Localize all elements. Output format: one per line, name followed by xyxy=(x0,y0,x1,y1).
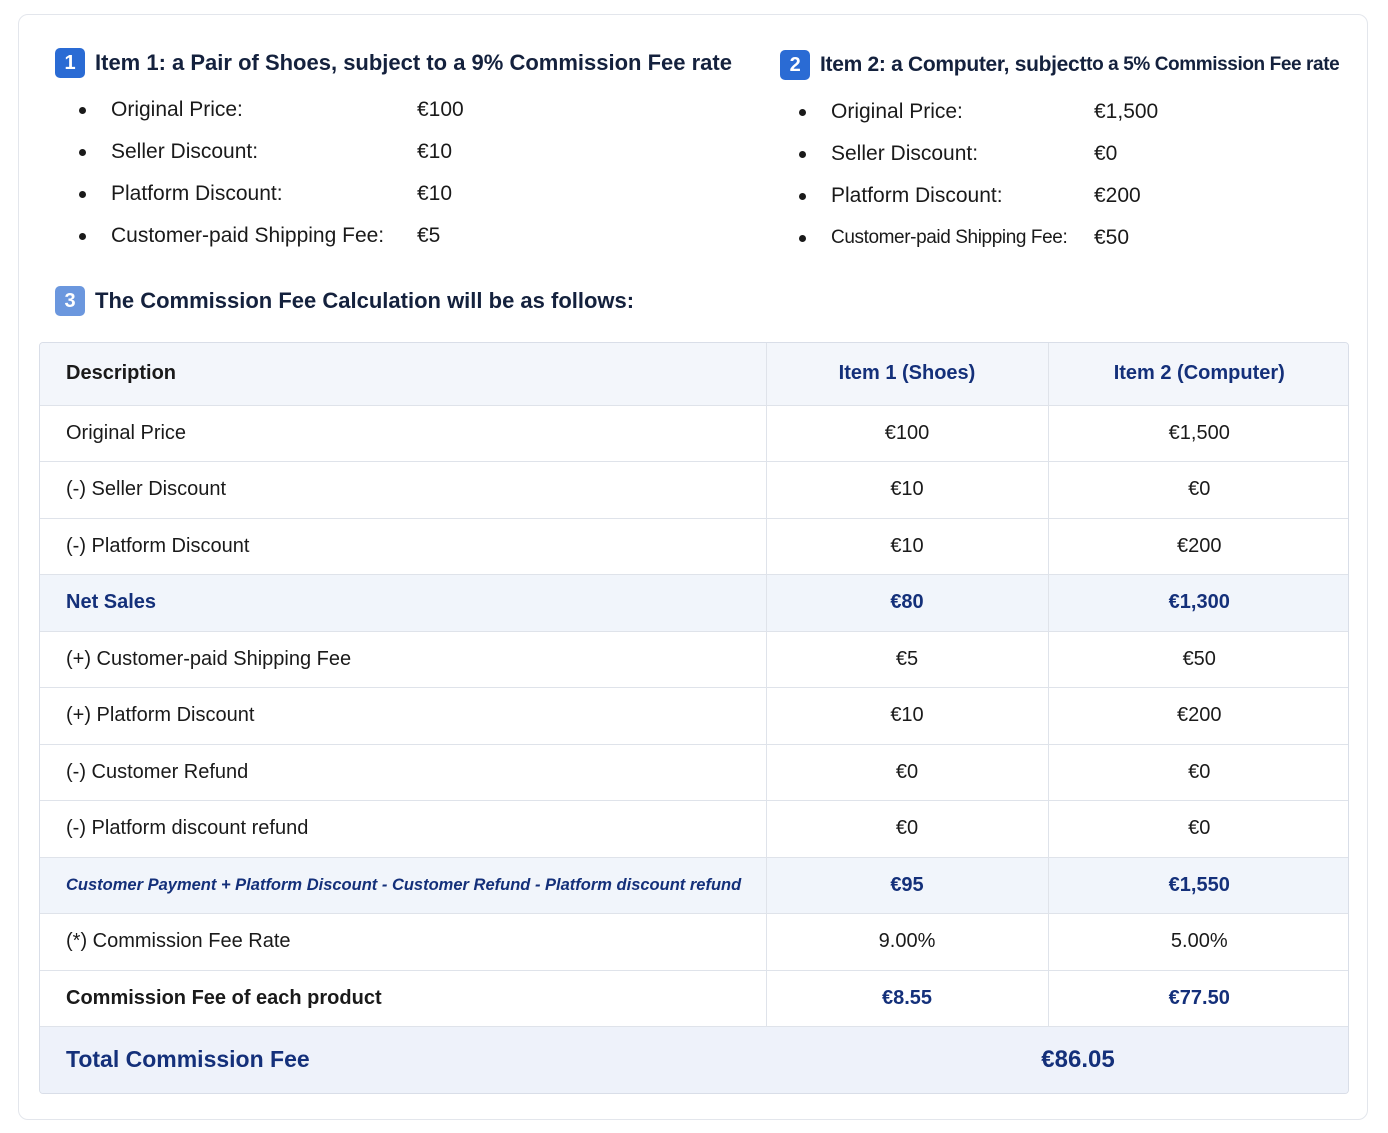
list-item xyxy=(799,217,1359,259)
detail-value: €200 xyxy=(1094,184,1141,207)
row-description: (-) Seller Discount xyxy=(40,462,766,519)
bullet-icon xyxy=(79,191,86,198)
detail-value: €50 xyxy=(1094,226,1130,249)
row-item2-value: €1,500 xyxy=(1048,405,1349,462)
row-item2-value: €50 xyxy=(1048,631,1349,688)
column-header-item2: Item 2 (Computer) xyxy=(1048,343,1349,405)
row-item1-value: €95 xyxy=(766,857,1048,914)
bullet-icon xyxy=(79,233,86,240)
net-sales-row xyxy=(40,575,1349,632)
step-1-badge: 1 xyxy=(55,48,85,78)
table-row xyxy=(40,744,1349,801)
column-header-item1: Item 1 (Shoes) xyxy=(766,343,1048,405)
row-item1-value: €0 xyxy=(766,801,1048,858)
row-description: Net Sales xyxy=(40,575,766,632)
row-item2-value: €200 xyxy=(1048,688,1349,745)
bullet-icon xyxy=(799,235,806,242)
item2-heading-main: Item 2: a Computer, subject xyxy=(820,53,1087,76)
item2-heading xyxy=(780,50,1339,80)
row-description: Customer Payment + Platform Discount - Customer Refund - Platform discount refund xyxy=(40,857,766,914)
bullet-icon xyxy=(79,107,86,114)
row-item1-value: €5 xyxy=(766,631,1048,688)
commission-fee-row xyxy=(40,970,1349,1027)
list-item xyxy=(79,89,739,131)
step-2-badge: 2 xyxy=(780,50,810,80)
row-description: (+) Platform Discount xyxy=(40,688,766,745)
detail-label: Original Price: xyxy=(111,98,243,121)
item1-heading xyxy=(55,48,732,78)
list-item xyxy=(79,173,739,215)
table-row xyxy=(40,688,1349,745)
detail-label: Original Price: xyxy=(831,100,963,123)
list-item xyxy=(799,91,1359,133)
row-item2-value: €200 xyxy=(1048,518,1349,575)
row-description: (-) Customer Refund xyxy=(40,744,766,801)
total-label: Total Commission Fee xyxy=(40,1027,766,1093)
list-item xyxy=(79,131,739,173)
table-row xyxy=(40,462,1349,519)
detail-value: €10 xyxy=(417,140,453,163)
row-item2-value: 5.00% xyxy=(1048,914,1349,971)
row-item2-value: €0 xyxy=(1048,744,1349,801)
row-item1-value: €0 xyxy=(766,744,1048,801)
item1-details-list xyxy=(79,89,739,257)
row-item2-value: €1,300 xyxy=(1048,575,1349,632)
row-description: (*) Commission Fee Rate xyxy=(40,914,766,971)
list-item xyxy=(799,133,1359,175)
table-row xyxy=(40,914,1349,971)
total-row xyxy=(40,1027,1349,1093)
detail-value: €100 xyxy=(417,98,464,121)
bullet-icon xyxy=(799,151,806,158)
row-item1-value: €10 xyxy=(766,518,1048,575)
detail-label: Seller Discount: xyxy=(111,140,259,163)
calculation-heading xyxy=(55,286,634,316)
detail-value: €10 xyxy=(417,182,453,205)
row-description: (-) Platform Discount xyxy=(40,518,766,575)
commission-table-grid xyxy=(40,343,1349,1093)
row-item1-value: 9.00% xyxy=(766,914,1048,971)
column-header-description: Description xyxy=(40,343,766,405)
bullet-icon xyxy=(79,149,86,156)
row-description: Commission Fee of each product xyxy=(40,970,766,1027)
detail-label: Customer-paid Shipping Fee: xyxy=(831,227,1068,248)
step-3-badge: 3 xyxy=(55,286,85,316)
table-row xyxy=(40,631,1349,688)
table-row xyxy=(40,518,1349,575)
row-item1-value: €8.55 xyxy=(766,970,1048,1027)
table-row xyxy=(40,801,1349,858)
detail-value: €0 xyxy=(1094,142,1118,165)
detail-label: Platform Discount: xyxy=(111,182,283,205)
detail-label: Customer-paid Shipping Fee: xyxy=(111,224,385,247)
row-item2-value: €77.50 xyxy=(1048,970,1349,1027)
calculation-heading-text: The Commission Fee Calculation will be as follows: xyxy=(95,288,635,313)
item2-details-list xyxy=(799,91,1359,259)
list-item xyxy=(799,175,1359,217)
row-item1-value: €80 xyxy=(766,575,1048,632)
table-row xyxy=(40,405,1349,462)
row-item2-value: €0 xyxy=(1048,801,1349,858)
row-item2-value: €0 xyxy=(1048,462,1349,519)
detail-value: €1,500 xyxy=(1094,100,1159,123)
bullet-icon xyxy=(799,109,806,116)
table-header-row xyxy=(40,343,1349,405)
commission-table xyxy=(39,342,1349,1094)
row-item1-value: €10 xyxy=(766,462,1048,519)
row-item1-value: €10 xyxy=(766,688,1048,745)
total-value: €86.05 xyxy=(766,1027,1349,1093)
commission-base-row xyxy=(40,857,1349,914)
row-description: (+) Customer-paid Shipping Fee xyxy=(40,631,766,688)
row-item1-value: €100 xyxy=(766,405,1048,462)
row-item2-value: €1,550 xyxy=(1048,857,1349,914)
item2-heading-tail: to a 5% Commission Fee rate xyxy=(1086,54,1340,75)
item1-heading-text: Item 1: a Pair of Shoes, subject to a 9% Commission Fee rate xyxy=(95,50,732,75)
bullet-icon xyxy=(799,193,806,200)
detail-value: €5 xyxy=(417,224,441,247)
row-description: Original Price xyxy=(40,405,766,462)
detail-label: Seller Discount: xyxy=(831,142,979,165)
detail-label: Platform Discount: xyxy=(831,184,1003,207)
list-item xyxy=(79,215,739,257)
row-description: (-) Platform discount refund xyxy=(40,801,766,858)
